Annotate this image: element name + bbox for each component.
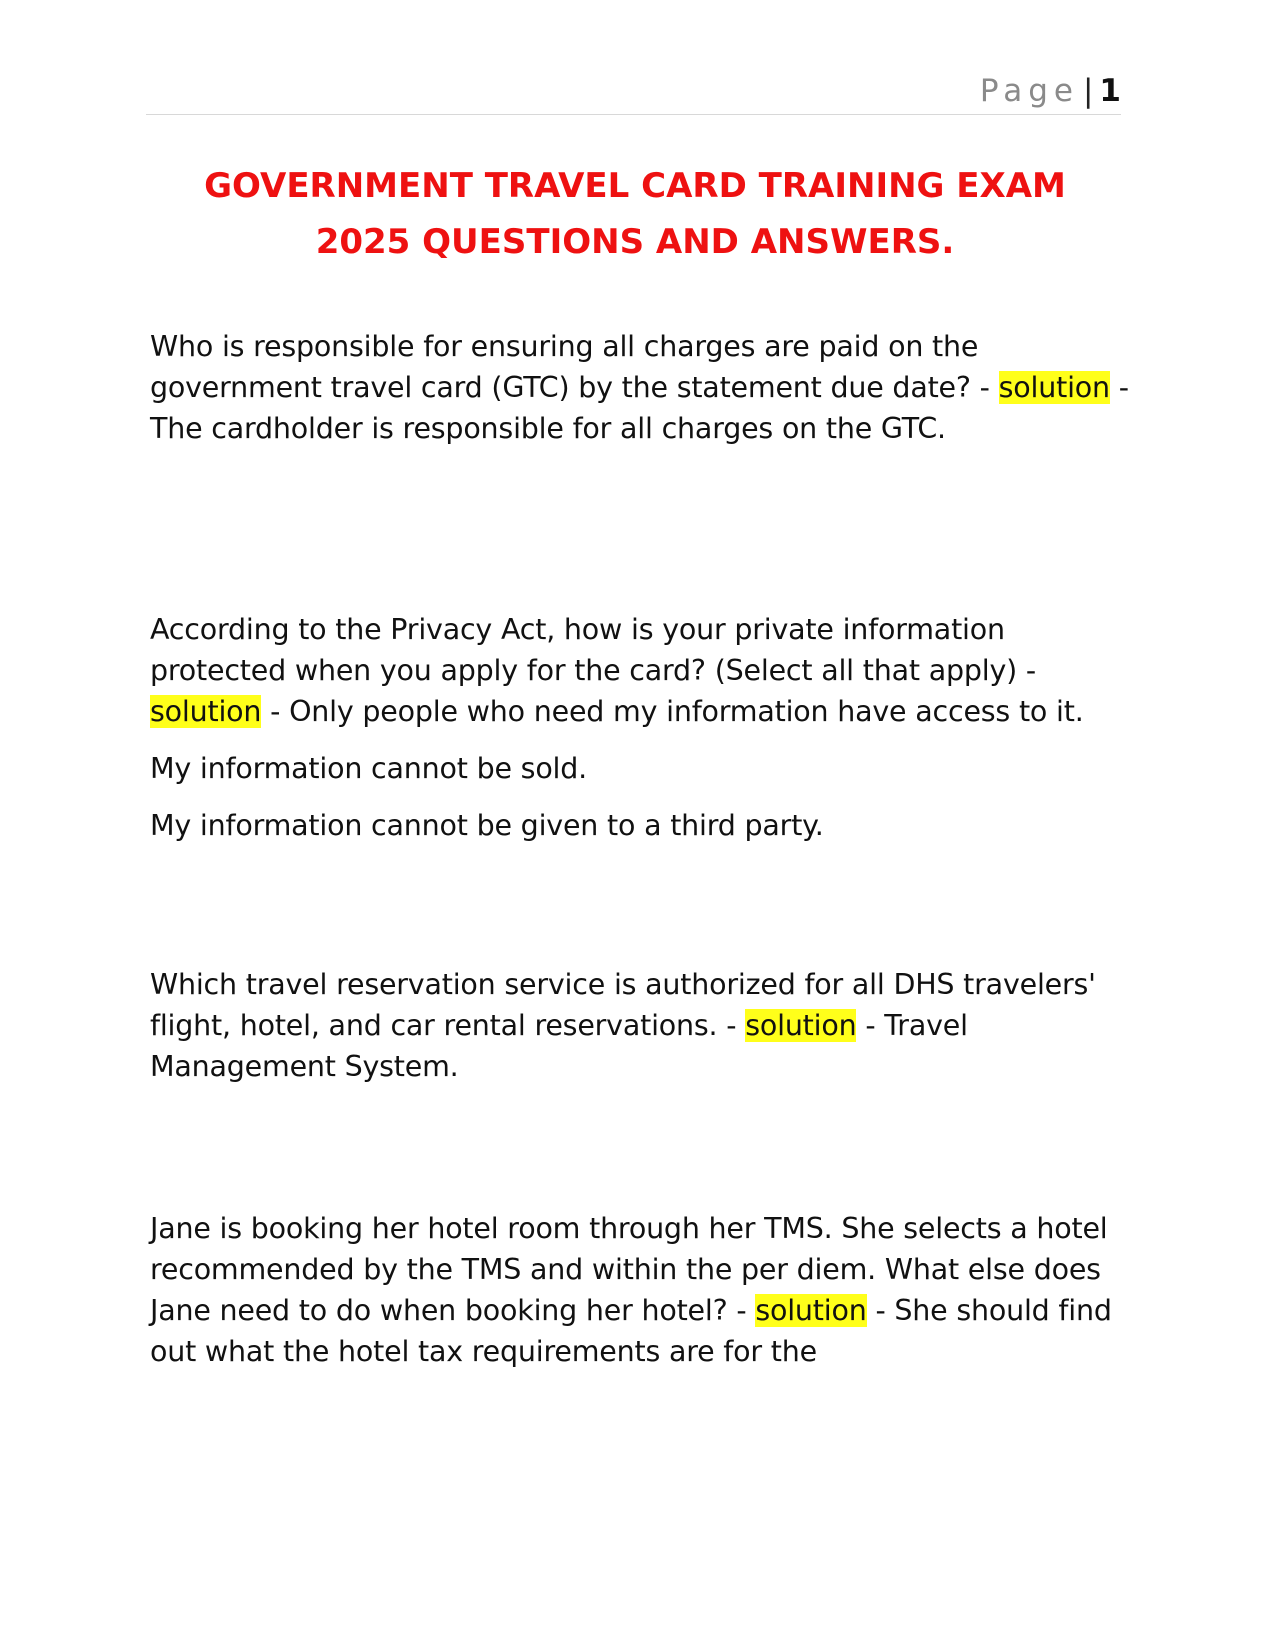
page-label: Page	[979, 73, 1079, 109]
qa-item-3	[150, 964, 1130, 1087]
page-separator: |	[1082, 73, 1094, 109]
page-header	[146, 72, 1121, 115]
answer-text: - She should find out what the hotel tax requirements are for the	[150, 1294, 1112, 1368]
title-line-2: 2025 QUESTIONS AND ANSWERS.	[315, 222, 955, 262]
qa-item-4	[150, 1208, 1130, 1372]
solution-highlight: solution	[998, 371, 1110, 404]
title-line-1: GOVERNMENT TRAVEL CARD TRAINING EXAM	[204, 166, 1066, 206]
qa-paragraph	[150, 1208, 1130, 1372]
answer-text: - Only people who need my information have access to it.	[270, 695, 1084, 728]
question-text: Who is responsible for ensuring all charges are paid on the government travel card (GTC) by the statement due date? -	[150, 330, 990, 404]
solution-highlight: solution	[755, 1294, 867, 1327]
answer-text: - Travel Management System.	[150, 1009, 968, 1083]
solution-highlight: solution	[150, 695, 262, 728]
qa-paragraph	[150, 326, 1130, 449]
qa-item-2	[150, 609, 1130, 846]
page-number: 1	[1099, 73, 1121, 109]
qa-paragraph	[150, 964, 1130, 1087]
qa-paragraph	[150, 609, 1130, 732]
solution-highlight: solution	[745, 1009, 857, 1042]
question-text: Jane is booking her hotel room through her TMS. She selects a hotel recommended by the TMS and within the per diem. What else does Jane need to do when booking her hotel? -	[150, 1212, 1108, 1327]
question-text: According to the Privacy Act, how is your private information protected when you apply for the card? (Select all that apply) -	[150, 613, 1036, 687]
question-text: Which travel reservation service is authorized for all DHS travelers' flight, hotel, and car rental reservations. -	[150, 968, 1096, 1042]
qa-item-1	[150, 326, 1130, 449]
document-title	[140, 158, 1130, 270]
answer-text: - The cardholder is responsible for all charges on the GTC.	[150, 371, 1129, 445]
answer-extra-line: My information cannot be sold.	[150, 752, 588, 785]
answer-extra-line: My information cannot be given to a third party.	[150, 809, 824, 842]
